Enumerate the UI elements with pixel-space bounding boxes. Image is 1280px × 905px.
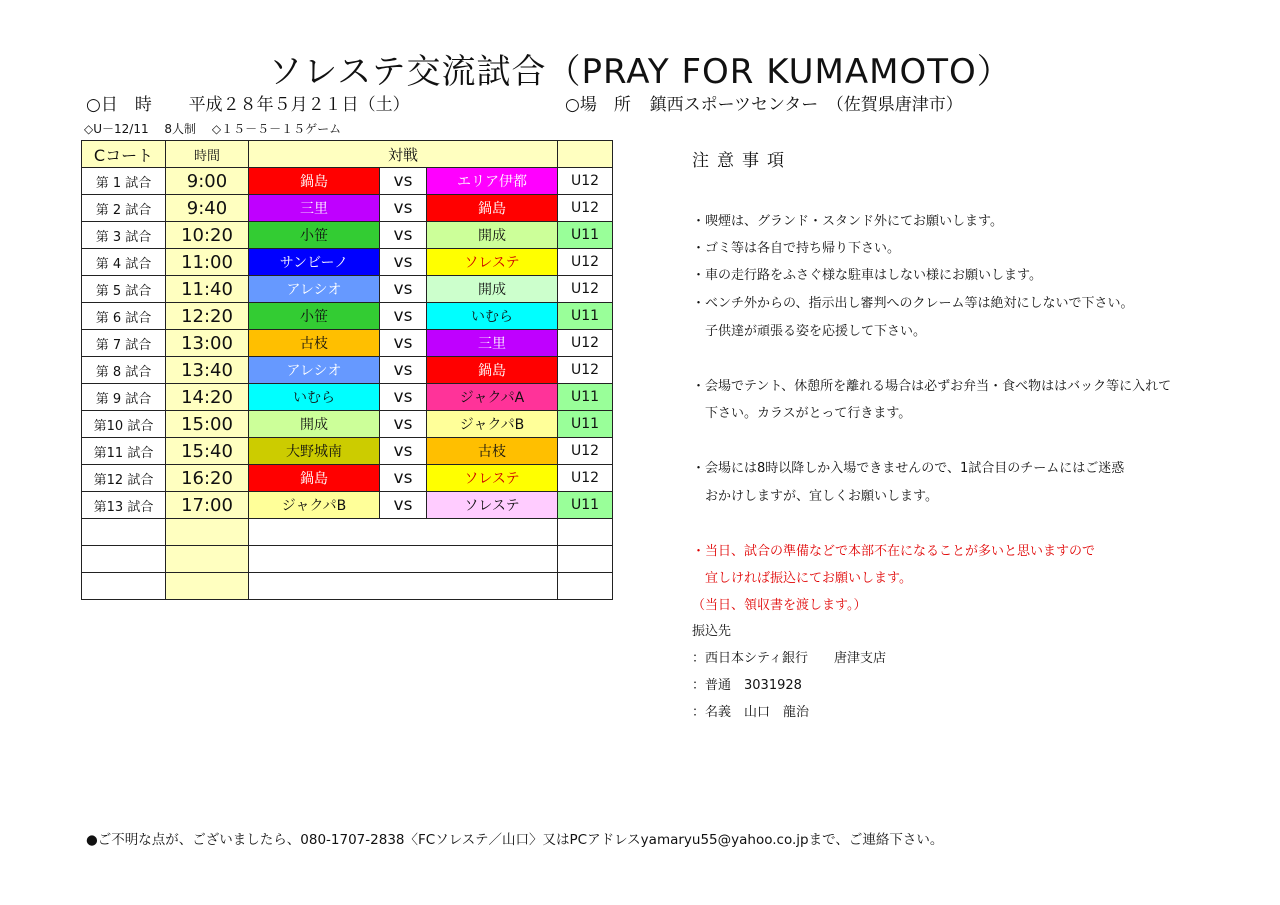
away-team: 古枝	[427, 438, 558, 465]
header-age	[558, 141, 613, 168]
empty-cell	[249, 546, 558, 573]
home-team: 鍋島	[249, 168, 380, 195]
match-time: 13:40	[166, 357, 249, 384]
away-team: いむら	[427, 303, 558, 330]
note-line: ・会場でテント、休憩所を離れる場合は必ずお弁当・食べ物ははバック等に入れて	[692, 379, 1172, 394]
table-row	[82, 249, 613, 276]
note-line: 宜しければ振込にてお願いします。	[692, 571, 912, 586]
vs-label: vs	[380, 492, 427, 519]
venue-info	[565, 90, 963, 115]
home-team: 小笹	[249, 303, 380, 330]
note-line: ・車の走行路をふさぐ様な駐車はしない様にお願いします。	[692, 268, 1042, 283]
note-line: ・ベンチ外からの、指示出し審判へのクレーム等は絶対にしないで下さい。	[692, 296, 1134, 311]
venue-label: ○場 所	[565, 95, 631, 115]
note-line: （当日、領収書を渡します。）	[692, 598, 867, 613]
away-team: 三里	[427, 330, 558, 357]
empty-cell	[166, 519, 249, 546]
game-number: 第12 試合	[82, 465, 166, 492]
vs-label: vs	[380, 195, 427, 222]
match-time: 10:20	[166, 222, 249, 249]
age-category: U12	[558, 465, 613, 492]
note-line: おかけしますが、宜しくお願いします。	[692, 489, 938, 504]
header-match: 対戦	[249, 141, 558, 168]
schedule-table	[81, 140, 613, 600]
header-time: 時間	[166, 141, 249, 168]
game-number: 第 5 試合	[82, 276, 166, 303]
venue-value: 鎮西スポーツセンター （佐賀県唐津市）	[649, 95, 963, 115]
age-category: U12	[558, 276, 613, 303]
empty-row	[82, 519, 613, 546]
match-time: 16:20	[166, 465, 249, 492]
home-team: 鍋島	[249, 465, 380, 492]
away-team: 開成	[427, 276, 558, 303]
notes-heading: 注意事項	[692, 151, 792, 171]
table-row	[82, 411, 613, 438]
empty-cell	[82, 546, 166, 573]
game-number: 第 1 試合	[82, 168, 166, 195]
note-line: ：名義 山口 龍治	[692, 705, 810, 720]
away-team: ソレステ	[427, 249, 558, 276]
away-team: エリア伊都	[427, 168, 558, 195]
vs-label: vs	[380, 303, 427, 330]
match-time: 9:00	[166, 168, 249, 195]
home-team: 大野城南	[249, 438, 380, 465]
game-number: 第 8 試合	[82, 357, 166, 384]
empty-cell	[166, 546, 249, 573]
age-category: U11	[558, 303, 613, 330]
note-line: ・当日、試合の準備などで本部不在になることが多いと思いますので	[692, 544, 1096, 559]
game-number: 第 9 試合	[82, 384, 166, 411]
age-category: U11	[558, 384, 613, 411]
match-time: 11:00	[166, 249, 249, 276]
table-row	[82, 303, 613, 330]
away-team: ジャクパB	[427, 411, 558, 438]
away-team: 鍋島	[427, 357, 558, 384]
table-row	[82, 276, 613, 303]
table-header-row	[82, 141, 613, 168]
match-time: 11:40	[166, 276, 249, 303]
game-number: 第 7 試合	[82, 330, 166, 357]
empty-cell	[558, 519, 613, 546]
vs-label: vs	[380, 276, 427, 303]
header-court: Cコート	[82, 141, 166, 168]
age-category: U11	[558, 492, 613, 519]
empty-cell	[558, 573, 613, 600]
home-team: ジャクパB	[249, 492, 380, 519]
away-team: 鍋島	[427, 195, 558, 222]
table-row	[82, 195, 613, 222]
home-team: アレシオ	[249, 276, 380, 303]
away-team: ソレステ	[427, 465, 558, 492]
empty-cell	[82, 519, 166, 546]
home-team: アレシオ	[249, 357, 380, 384]
age-category: U12	[558, 357, 613, 384]
away-team: 開成	[427, 222, 558, 249]
date-info	[86, 90, 410, 115]
age-category: U12	[558, 330, 613, 357]
empty-cell	[166, 573, 249, 600]
vs-label: vs	[380, 330, 427, 357]
match-time: 13:00	[166, 330, 249, 357]
age-category: U12	[558, 438, 613, 465]
game-number: 第 6 試合	[82, 303, 166, 330]
away-team: ソレステ	[427, 492, 558, 519]
home-team: 三里	[249, 195, 380, 222]
table-row	[82, 465, 613, 492]
age-category: U12	[558, 195, 613, 222]
note-line: 振込先	[692, 624, 732, 639]
vs-label: vs	[380, 249, 427, 276]
home-team: 開成	[249, 411, 380, 438]
match-time: 15:40	[166, 438, 249, 465]
match-time: 9:40	[166, 195, 249, 222]
page-title: ソレステ交流試合（PRAY FOR KUMAMOTO）	[268, 52, 1012, 92]
match-time: 14:20	[166, 384, 249, 411]
vs-label: vs	[380, 465, 427, 492]
home-team: いむら	[249, 384, 380, 411]
vs-label: vs	[380, 222, 427, 249]
game-number: 第11 試合	[82, 438, 166, 465]
empty-cell	[82, 573, 166, 600]
home-team: 古枝	[249, 330, 380, 357]
game-number: 第 4 試合	[82, 249, 166, 276]
game-number: 第 3 試合	[82, 222, 166, 249]
empty-cell	[558, 546, 613, 573]
note-line: ：普通 3031928	[692, 678, 802, 693]
vs-label: vs	[380, 357, 427, 384]
note-line: ・ゴミ等は各自で持ち帰り下さい。	[692, 241, 901, 256]
note-line: ：西日本シティ銀行 唐津支店	[692, 651, 886, 666]
age-category: U12	[558, 249, 613, 276]
vs-label: vs	[380, 168, 427, 195]
date-label: ○日 時	[86, 95, 152, 115]
note-line: 下さい。カラスがとって行きます。	[692, 406, 912, 421]
match-time: 17:00	[166, 492, 249, 519]
table-row	[82, 222, 613, 249]
category-info: ◇U－12/11 8人制 ◇１５－５－１５ゲーム	[84, 122, 342, 136]
vs-label: vs	[380, 411, 427, 438]
home-team: 小笹	[249, 222, 380, 249]
age-category: U12	[558, 168, 613, 195]
match-time: 12:20	[166, 303, 249, 330]
match-time: 15:00	[166, 411, 249, 438]
age-category: U11	[558, 222, 613, 249]
game-number: 第10 試合	[82, 411, 166, 438]
table-row	[82, 168, 613, 195]
away-team: ジャクパA	[427, 384, 558, 411]
note-line: 子供達が頑張る姿を応援して下さい。	[692, 324, 927, 339]
footer-contact: ●ご不明な点が、ございましたら、080-1707-2838〈FCソレステ／山口〉又はPCアドレスyamaryu55@yahoo.co.jpまで、ご連絡下さい。	[86, 832, 944, 848]
note-line: ・会場には8時以降しか入場できませんので、1試合目のチームにはご迷惑	[692, 461, 1125, 476]
table-row	[82, 492, 613, 519]
table-row	[82, 357, 613, 384]
vs-label: vs	[380, 438, 427, 465]
empty-row	[82, 573, 613, 600]
date-value: 平成２８年５月２１日（土）	[188, 95, 410, 115]
empty-cell	[249, 573, 558, 600]
empty-cell	[249, 519, 558, 546]
table-row	[82, 438, 613, 465]
game-number: 第13 試合	[82, 492, 166, 519]
table-row	[82, 330, 613, 357]
note-line: ・喫煙は、グランド・スタンド外にてお願いします。	[692, 214, 1003, 229]
vs-label: vs	[380, 384, 427, 411]
home-team: サンビーノ	[249, 249, 380, 276]
empty-row	[82, 546, 613, 573]
age-category: U11	[558, 411, 613, 438]
game-number: 第 2 試合	[82, 195, 166, 222]
table-row	[82, 384, 613, 411]
